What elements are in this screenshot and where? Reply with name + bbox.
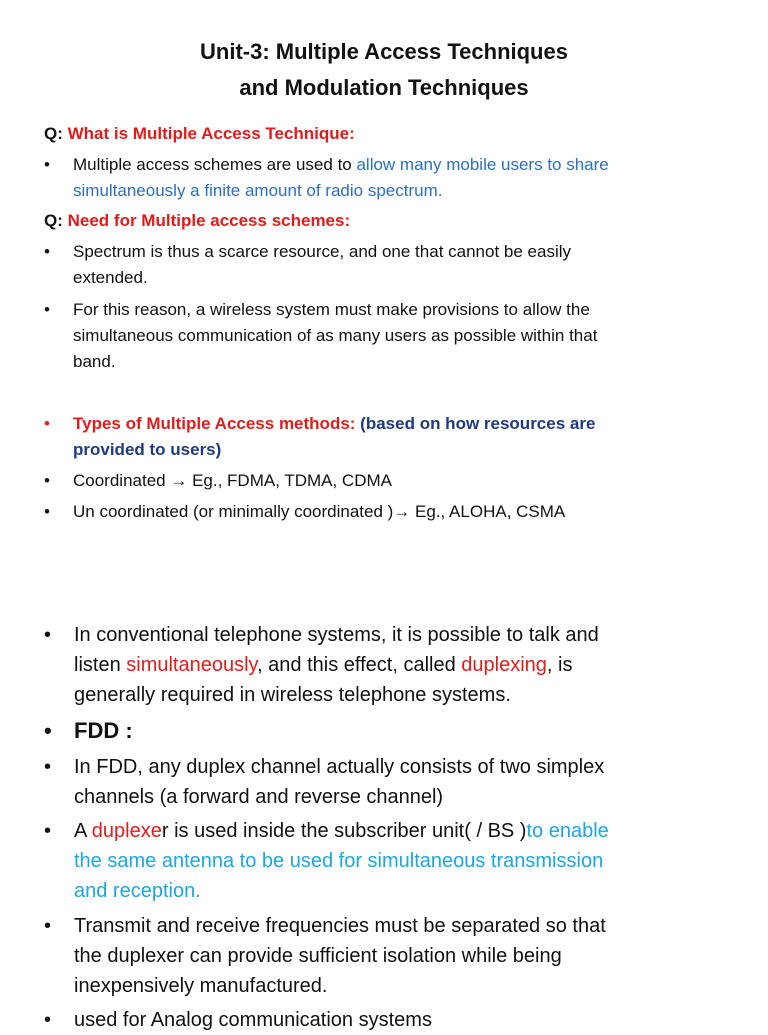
bullet-icon: • (44, 915, 52, 937)
bullet-item-types (44, 411, 734, 463)
bullet-item-uncoordinated (44, 499, 734, 525)
bullet-icon: • (44, 471, 50, 490)
bullet-text: listen (74, 654, 127, 676)
title-line-1: Unit-3: Multiple Access Techniques (200, 39, 568, 64)
bullet-highlight: (based on how resources are (360, 414, 596, 433)
bullet-text: Types of Multiple Access methods: (73, 414, 361, 433)
title-line-2: and Modulation Techniques (239, 75, 529, 100)
bullet-text: band. (73, 352, 116, 371)
bullet-text: Transmit and receive frequencies must be separated so that (74, 915, 606, 937)
bullet-text: Coordinated → Eg., FDMA, TDMA, CDMA (73, 471, 392, 490)
bullet-icon: • (44, 502, 50, 521)
bullet-highlight: provided to users) (73, 440, 222, 459)
bullet-highlight: simultaneously a finite amount of radio spectrum. (73, 181, 443, 200)
bullet-highlight: allow many mobile users to share (356, 155, 609, 174)
bullet-icon: • (44, 1009, 52, 1031)
bullet-item-duplexer (44, 816, 734, 906)
bullet-item-provisions (44, 297, 734, 375)
bullet-text: generally required in wireless telephone systems. (74, 684, 511, 706)
bullet-text: In conventional telephone systems, it is possible to talk and (74, 624, 599, 646)
bullet-icon: • (44, 624, 52, 646)
question-text: What is Multiple Access Technique: (67, 124, 355, 143)
bullet-text: FDD : (74, 718, 133, 743)
bullet-text: In FDD, any duplex channel actually consists of two simplex (74, 756, 605, 778)
bullet-icon: • (44, 155, 50, 174)
page-title (0, 34, 768, 106)
question-heading-2 (44, 209, 350, 233)
bullet-highlight: to enable (526, 820, 609, 842)
bullet-text: inexpensively manufactured. (74, 975, 328, 997)
bullet-icon: • (44, 718, 52, 743)
bullet-text: extended. (73, 268, 148, 287)
bullet-text: , is (546, 654, 573, 676)
bullet-icon: • (44, 414, 50, 433)
question-prefix: Q: (44, 124, 63, 143)
bullet-text: For this reason, a wireless system must make provisions to allow the (73, 300, 590, 319)
bullet-highlight: duplexing (461, 654, 547, 676)
bullet-item-spectrum (44, 239, 734, 291)
bullet-item-fdd-channels (44, 752, 734, 812)
bullet-icon: • (44, 242, 50, 261)
bullet-icon: • (44, 820, 52, 842)
bullet-item-coordinated (44, 468, 734, 494)
bullet-text: used for Analog communication systems (74, 1009, 432, 1031)
bullet-item-duplexing (44, 620, 734, 710)
bullet-text: channels (a forward and reverse channel) (74, 786, 444, 808)
bullet-item-fdd-heading (44, 716, 734, 746)
bullet-highlight: the same antenna to be used for simultaneous transmission (74, 850, 604, 872)
bullet-highlight: duplexe (91, 820, 162, 842)
bullet-text: Spectrum is thus a scarce resource, and one that cannot be easily (73, 242, 571, 261)
bullet-highlight: and reception. (74, 880, 201, 902)
bullet-text: r is used inside the subscriber unit( / BS ) (161, 820, 527, 842)
bullet-item-analog (44, 1005, 734, 1035)
bullet-icon: • (44, 756, 52, 778)
bullet-item-frequencies (44, 911, 734, 1001)
bullet-text: , and this effect, called (257, 654, 462, 676)
question-prefix: Q: (44, 211, 63, 230)
bullet-icon: • (44, 300, 50, 319)
bullet-text: Multiple access schemes are used to (73, 155, 357, 174)
question-text: Need for Multiple access schemes: (67, 211, 351, 230)
bullet-text: Un coordinated (or minimally coordinated )→ Eg., ALOHA, CSMA (73, 502, 566, 521)
bullet-text: simultaneous communication of as many users as possible within that (73, 326, 598, 345)
question-heading-1 (44, 122, 355, 146)
bullet-highlight: simultaneously (126, 654, 258, 676)
bullet-text: the duplexer can provide sufficient isolation while being (74, 945, 562, 967)
bullet-item-multiple-access (44, 152, 734, 204)
bullet-text: A (74, 820, 92, 842)
